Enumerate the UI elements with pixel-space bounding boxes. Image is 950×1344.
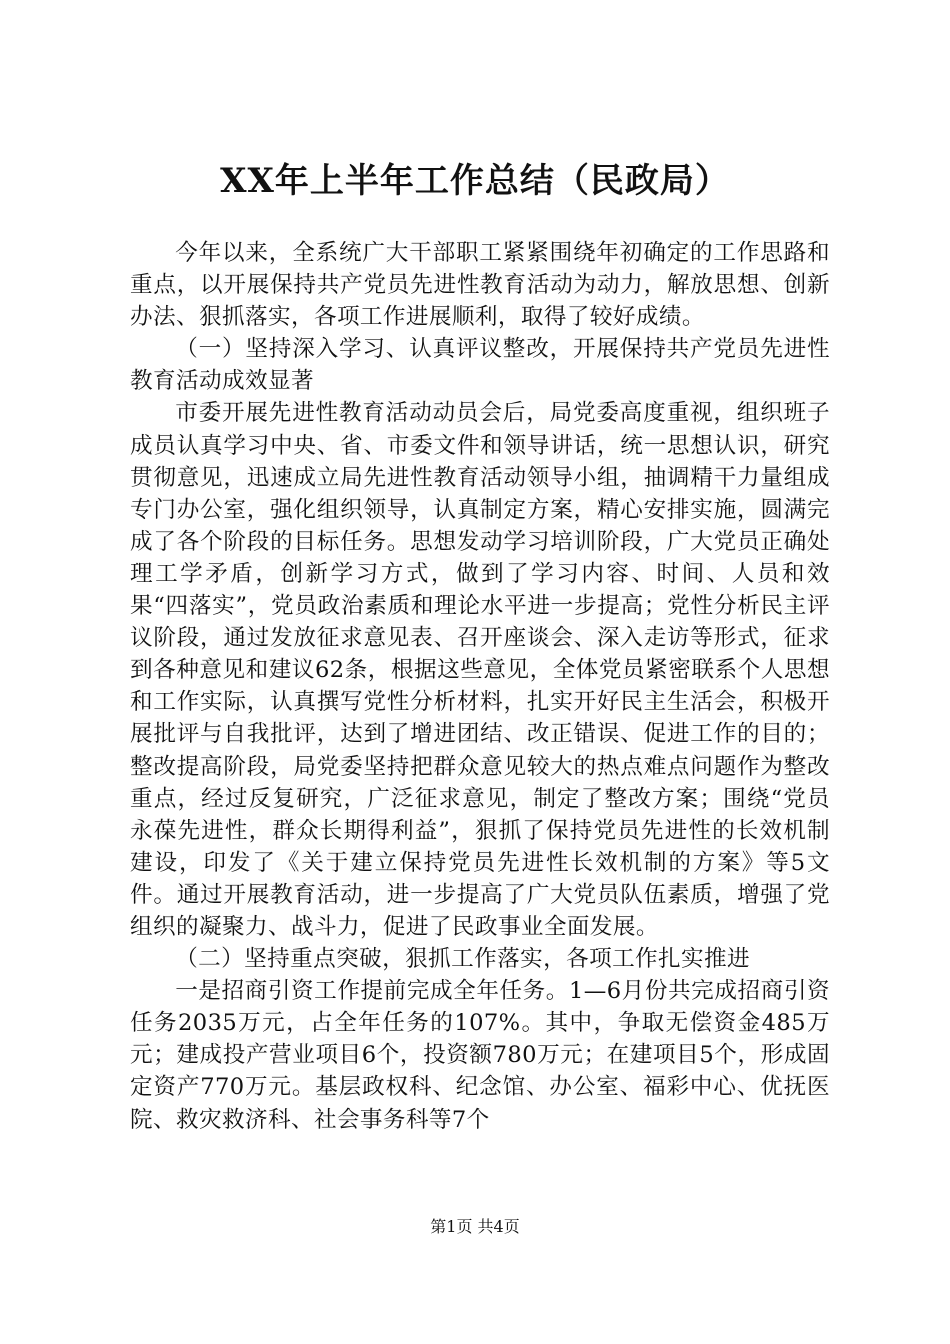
paragraph-intro: 今年以来，全系统广大干部职工紧紧围绕年初确定的工作思路和重点，以开展保持共产党员先进性教育活动为动力，解放思想、创新办法、狠抓落实，各项工作进展顺利，取得了较好成绩。 [130,240,830,331]
document-body [130,237,830,1136]
paragraph-section-1: 市委开展先进性教育活动动员会后，局党委高度重视，组织班子成员认真学习中央、省、市委文件和领导讲话，统一思想认识，研究贯彻意见，迅速成立局先进性教育活动领导小组，抽调精干力量组成专门办公室，强化组织领导，认真制定方案，精心安排实施，圆满完成了各个阶段的目标任务。思想发动学习培训阶段，广大党员正确处理工学矛盾，创新学习方式，做到了学习内容、时间、人员和效果“四落实”，党员政治素质和理论水平进一步提高；党性分析民主评议阶段，通过发放征求意见表、召开座谈会、深入走访等形式，征求到各种意见和建议62条，根据这些意见，全体党员紧密联系个人思想和工作实际，认真撰写党性分析材料，扎实开好民主生活会，积极开展批评与自我批评，达到了增进团结、改正错误、促进工作的目的；整改提高阶段，局党委坚持把群众意见较大的热点难点问题作为整改重点，经过反复研究，广泛征求意见，制定了整改方案；围绕“党员永葆先进性，群众长期得利益”，狠抓了保持党员先进性的长效机制建设，印发了《关于建立保持党员先进性长效机制的方案》等5文件。通过开展教育活动，进一步提高了广大党员队伍素质，增强了党组织的凝聚力、战斗力，促进了民政事业全面发展。 [130,400,830,940]
page-footer: 第1页 共4页 [430,1217,520,1236]
section-heading-2: （二）坚持重点突破，狠抓工作落实，各项工作扎实推进 [175,946,751,973]
section-heading-1: （一）坚持深入学习、认真评议整改，开展保持共产党员先进性教育活动成效显著 [130,336,830,395]
document-title: XX年上半年工作总结（民政局） [220,161,730,201]
paragraph-section-2: 一是招商引资工作提前完成全年任务。1—6月份共完成招商引资任务2035万元，占全年任务的107%。其中，争取无偿资金485万元；建成投产营业项目6个，投资额780万元；在建项目5个，形成固定资产770万元。基层政权科、纪念馆、办公室、福彩中心、优抚医院、救灾救济科、社会事务科等7个 [130,978,830,1133]
